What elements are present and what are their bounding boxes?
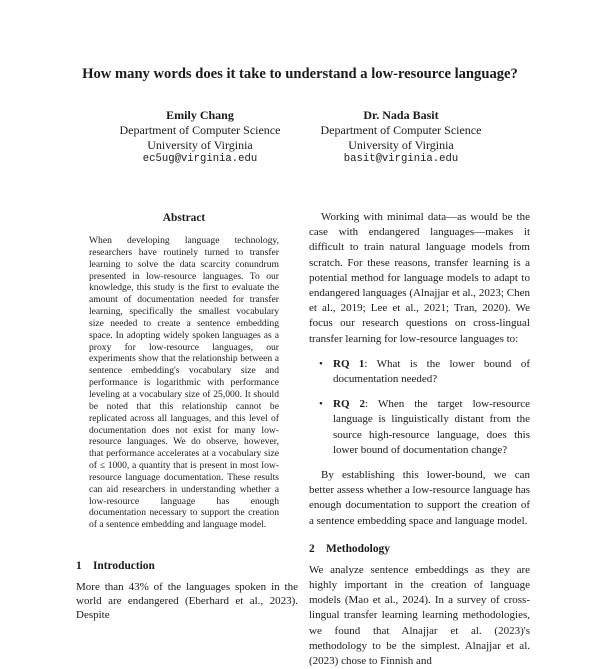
methodology-heading [309, 543, 530, 555]
research-question-item [309, 357, 530, 387]
rq-label: RQ 1 [333, 357, 365, 370]
author-block-1 [85, 108, 315, 167]
author-email: ec5ug@virginia.edu [142, 153, 258, 166]
abstract-heading: Abstract [162, 212, 206, 224]
research-question-item [309, 397, 530, 458]
introduction-heading [76, 560, 155, 572]
intro-paragraph: Working with minimal data—as would be the case with endangered languages—makes it difficult to train natural language models from scratch. For these reasons, transfer learning is a potential method for language models to adapt to endangered languages (Alnajjar et al., 2023; Chen et al., 2019; Lee et al., 2021; Tran, 2020). We focus our research questions on cross-lingual transfer learning for low-resource languages to: [309, 211, 530, 345]
lower-bound-paragraph: By establishing this lower-bound, we can better assess whether a low-resource language has enough documentation to support the creation of a sentence embedding space and language model. [309, 469, 530, 527]
author-university: University of Virginia [348, 137, 454, 152]
section-number: 1 [76, 560, 82, 572]
author-department: Department of Computer Science [320, 122, 482, 137]
section-title: Introduction [93, 560, 155, 572]
section-title: Methodology [326, 542, 390, 555]
bullet-icon: • [319, 398, 323, 411]
author-name: Dr. Nada Basit [363, 108, 439, 122]
left-column [89, 210, 279, 531]
rq-text: : What is the lower bound of documentation needed? [333, 357, 530, 386]
author-university: University of Virginia [147, 137, 253, 152]
bullet-icon: • [319, 357, 323, 370]
author-name: Emily Chang [166, 108, 234, 122]
section-number: 2 [309, 542, 315, 555]
author-department: Department of Computer Science [119, 122, 281, 137]
methodology-text: We analyze sentence embeddings as they are highly important in the creation of language models (Mao et al., 2024). In a survey of cross-lingual transfer learning learning methodologies, we found that Alnajjar et al. (2023)'s methodology to be the simplest. Alnajjar et al. (2023) chose to Finnish and [309, 563, 530, 668]
right-column [309, 210, 530, 669]
author-block-2 [286, 108, 516, 167]
paper-title: How many words does it take to understand a low-resource language? [82, 66, 518, 82]
research-question-list [309, 357, 530, 458]
abstract-text: When developing language technology, researchers have routinely turned to transfer learning to solve the data scarcity conundrum presented in low-resource languages. To our knowledge, this study is the first to evaluate the amount of documentation needed for transfer learning, specifically the smallest vocabulary size needed to create a sentence embedding space. In adopting widely spoken languages as a proxy for low-resource languages, our experiments show that the relationship between a sentence embedding's vocabulary size and performance is logarithmic with performance leveling at a vocabulary size of 25,000. It should be noted that this relationship cannot be replicated across all languages, and this level of documentation does not exist for many low-resource languages. We do observe, however, that performance accelerates at a vocabulary size of ≤ 1000, a quantity that is present in most low-resource language documentation. These results can aid researchers in understanding whether a low-resource language has enough documentation necessary to support the creation of a sentence embedding and language model. [89, 235, 279, 531]
author-email: basit@virginia.edu [343, 153, 459, 166]
rq-text: : When the target low-resource language is linguistically distant from the source high-resource language, does this lower bound of documentation change? [333, 398, 531, 456]
introduction-text: More than 43% of the languages spoken in the world are endangered (Eberhard et al., 2023). Despite [76, 581, 298, 621]
rq-label: RQ 2 [333, 398, 366, 411]
